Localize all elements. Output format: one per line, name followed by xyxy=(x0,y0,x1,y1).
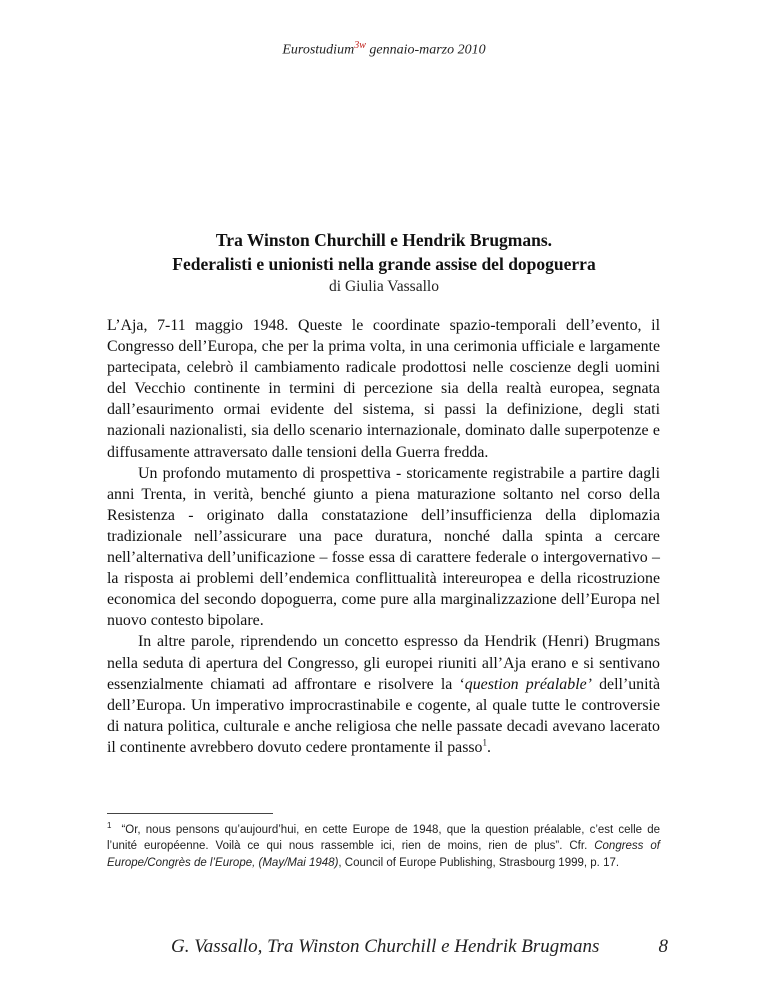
article-byline: di Giulia Vassallo xyxy=(329,278,439,295)
footnote-source-rest: , Council of Europe Publishing, Strasbourg 1999, p. 17. xyxy=(338,856,620,869)
article-heading xyxy=(0,228,768,298)
article-title-line-1: Tra Winston Churchill e Hendrik Brugmans. xyxy=(215,230,553,250)
paragraph-3-italic: question préalable’ xyxy=(464,675,592,693)
paragraph-3-text-b: dell’unità dell’Europa. Un imperativo improcrastinabile e cogente, al quale tutte le controversie di natura politica, culturale e anche religiosa che nelle passate decadi avevano lacerato il continente avrebbero dovuto cedere prontamente il passo xyxy=(107,675,661,756)
page-number: 8 xyxy=(658,936,668,957)
journal-superscript: 3w xyxy=(354,40,366,51)
journal-name: Eurostudium xyxy=(282,42,355,58)
paragraph-1: L’Aja, 7-11 maggio 1948. Queste le coordinate spazio-temporali dell’evento, il Congresso dell’Europa, che per la prima volta, in una cerimonia ufficiale e largamente partecipata, celebrò il cambiamento radicale prodottosi nelle coscienze degli uomini del Vecchio continente in termini di percezione sia della realtà europea, segnata dall’esaurimento ormai evidente del sistema, si passi la definizione, degli stati nazionali nazionalisti, sia dello scenario internazionale, dominato dalle superpotenze e diffusamente attraversato dalle tensioni della Guerra fredda. xyxy=(107,317,660,461)
footer-running-title: G. Vassallo, Tra Winston Churchill e Hendrik Brugmans xyxy=(171,936,600,957)
article-body xyxy=(107,315,660,758)
footnote-1 xyxy=(107,822,660,871)
running-header xyxy=(0,40,768,59)
paragraph-3 xyxy=(107,631,660,758)
paragraph-3-end: . xyxy=(487,738,491,756)
article-title-line-2: Federalisti e unionisti nella grande assise del dopoguerra xyxy=(172,254,596,274)
footnote-separator xyxy=(107,813,273,814)
footnote-text: “Or, nous pensons qu’aujourd’hui, en cette Europe de 1948, que la question préalable, c’est celle de l’unité européenne. Voilà ce qui nous rassemble ici, rien de moins, rien de plus”. Cfr. xyxy=(107,824,660,853)
issue-date: gennaio-marzo 2010 xyxy=(369,42,486,58)
footnote-number: 1 xyxy=(107,821,112,831)
paragraph-2: Un profondo mutamento di prospettiva - storicamente registrabile a partire dagli anni Trenta, in verità, benché giunto a piena maturazione soltanto nel corso della Resistenza - originato dalla constatazione dell’insufficienza della diplomazia tradizionale nell’assicurare una pace duratura, nonché dalla spinta a cercare nell’alternativa dell’unificazione – fosse essa di carattere federale o intergovernativo – la risposta ai problemi dell’endemica conflittualità intereuropea e della ricostruzione economica del secondo dopoguerra, come pure alla marginalizzazione dell’Europa nel nuovo contesto bipolare. xyxy=(107,464,660,630)
paragraph-3-text-a: In altre parole, riprendendo un concetto espresso da Hendrik (Henri) Brugmans nella seduta di apertura del Congresso, gli europei riuniti all’Aja erano e si sentivano essenzialmente chiamati ad affrontare e risolvere la ‘ xyxy=(107,633,660,693)
footnote-reference[interactable]: 1 xyxy=(482,737,488,748)
footnote-source-title: Congress of Europe/Congrès de l’Europe, (May/Mai 1948) xyxy=(107,840,660,869)
